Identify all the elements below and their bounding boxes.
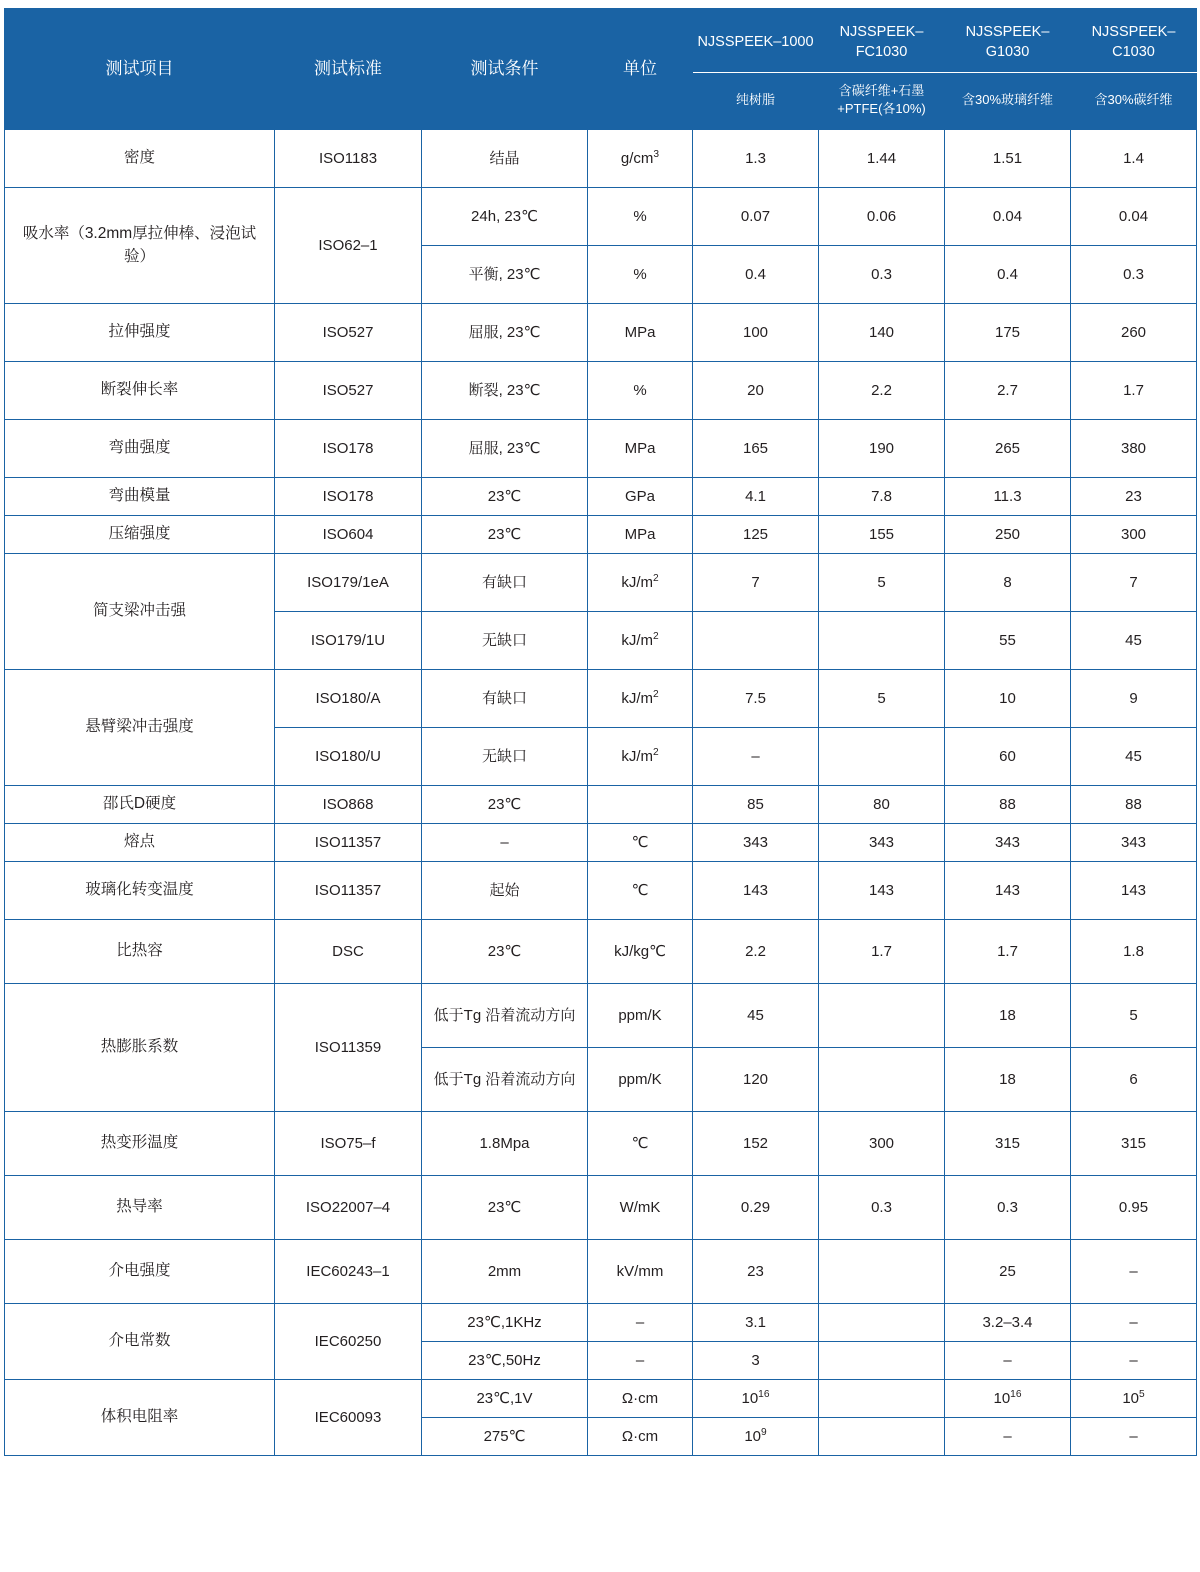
header-grade-2-name: NJSSPEEK–G1030 (945, 9, 1071, 73)
cell-value (819, 1418, 945, 1456)
cell-standard: ISO180/A (275, 670, 422, 728)
table-row (5, 516, 1197, 554)
cell-value: 10 (945, 670, 1071, 728)
cell-value: 20 (693, 362, 819, 420)
cell-standard: ISO75–f (275, 1112, 422, 1176)
cell-value: 88 (1071, 786, 1197, 824)
cell-value: – (693, 728, 819, 786)
table-row (5, 420, 1197, 478)
cell-value: 4.1 (693, 478, 819, 516)
cell-standard: ISO179/1eA (275, 554, 422, 612)
cell-condition: 23℃ (422, 920, 588, 984)
cell-item: 熔点 (5, 824, 275, 862)
cell-condition: 低于Tg 沿着流动方向 (422, 984, 588, 1048)
cell-condition: 1.8Mpa (422, 1112, 588, 1176)
cell-value: 0.06 (819, 188, 945, 246)
cell-unit: Ω·cm (588, 1380, 693, 1418)
cell-standard: ISO527 (275, 304, 422, 362)
cell-value: 3 (693, 1342, 819, 1380)
cell-item: 邵氏D硬度 (5, 786, 275, 824)
cell-value: 45 (1071, 612, 1197, 670)
cell-item: 热膨胀系数 (5, 984, 275, 1112)
cell-standard: ISO11359 (275, 984, 422, 1112)
cell-item: 压缩强度 (5, 516, 275, 554)
cell-value: 100 (693, 304, 819, 362)
cell-value (819, 984, 945, 1048)
table-row (5, 1304, 1197, 1342)
cell-unit: $kJ/m^2$ (588, 612, 693, 670)
cell-value: 260 (1071, 304, 1197, 362)
cell-value: 125 (693, 516, 819, 554)
cell-item: 拉伸强度 (5, 304, 275, 362)
cell-value: 3.1 (693, 1304, 819, 1342)
table-row (5, 862, 1197, 920)
header-grade-0-name: NJSSPEEK–1000 (693, 9, 819, 73)
cell-unit: % (588, 362, 693, 420)
cell-value: 0.95 (1071, 1176, 1197, 1240)
cell-value: 0.4 (945, 246, 1071, 304)
cell-value: $10^{16}$ (693, 1380, 819, 1418)
header-grade-1-name: NJSSPEEK–FC1030 (819, 9, 945, 73)
cell-unit: $kJ/m^2$ (588, 554, 693, 612)
cell-item: 断裂伸长率 (5, 362, 275, 420)
cell-value: 265 (945, 420, 1071, 478)
cell-standard: ISO180/U (275, 728, 422, 786)
cell-value: 6 (1071, 1048, 1197, 1112)
cell-value: 0.4 (693, 246, 819, 304)
cell-item: 密度 (5, 130, 275, 188)
cell-value: 5 (1071, 984, 1197, 1048)
cell-standard: DSC (275, 920, 422, 984)
cell-condition: 屈服, 23℃ (422, 304, 588, 362)
cell-item: 吸水率（3.2mm厚拉伸棒、浸泡试验） (5, 188, 275, 304)
cell-condition: 屈服, 23℃ (422, 420, 588, 478)
cell-value: 155 (819, 516, 945, 554)
cell-value: 343 (693, 824, 819, 862)
table-row (5, 304, 1197, 362)
cell-item: 热变形温度 (5, 1112, 275, 1176)
cell-condition: 23℃ (422, 1176, 588, 1240)
cell-value: – (1071, 1418, 1197, 1456)
cell-value (819, 728, 945, 786)
cell-unit: Ω·cm (588, 1418, 693, 1456)
cell-condition: 23℃,1KHz (422, 1304, 588, 1342)
cell-value: 23 (1071, 478, 1197, 516)
cell-condition: 平衡, 23℃ (422, 246, 588, 304)
cell-value: 1.4 (1071, 130, 1197, 188)
cell-value: 380 (1071, 420, 1197, 478)
cell-condition: 结晶 (422, 130, 588, 188)
cell-unit: kV/mm (588, 1240, 693, 1304)
cell-value: 1.7 (819, 920, 945, 984)
cell-value: 0.3 (819, 1176, 945, 1240)
table-row (5, 130, 1197, 188)
cell-value: 5 (819, 670, 945, 728)
cell-value: – (945, 1342, 1071, 1380)
cell-condition: 24h, 23℃ (422, 188, 588, 246)
cell-unit: ppm/K (588, 984, 693, 1048)
table-row (5, 1380, 1197, 1418)
cell-standard: IEC60250 (275, 1304, 422, 1380)
cell-condition: 23℃ (422, 786, 588, 824)
cell-value: 7.5 (693, 670, 819, 728)
cell-standard: ISO62–1 (275, 188, 422, 304)
cell-item: 介电强度 (5, 1240, 275, 1304)
cell-value (819, 1048, 945, 1112)
cell-value: 165 (693, 420, 819, 478)
cell-value: 0.29 (693, 1176, 819, 1240)
table-row (5, 670, 1197, 728)
cell-value: 45 (693, 984, 819, 1048)
cell-value: 55 (945, 612, 1071, 670)
cell-value: 343 (1071, 824, 1197, 862)
cell-value: 300 (1071, 516, 1197, 554)
cell-value: 1.44 (819, 130, 945, 188)
table-body (5, 130, 1197, 1456)
cell-value: 175 (945, 304, 1071, 362)
cell-unit: W/mK (588, 1176, 693, 1240)
cell-condition: – (422, 824, 588, 862)
cell-condition: 275℃ (422, 1418, 588, 1456)
header-grade-0-desc: 纯树脂 (693, 73, 819, 130)
cell-value (693, 612, 819, 670)
cell-value: 23 (693, 1240, 819, 1304)
cell-condition: 23℃ (422, 516, 588, 554)
cell-item: 玻璃化转变温度 (5, 862, 275, 920)
cell-condition: 23℃ (422, 478, 588, 516)
cell-standard: ISO11357 (275, 824, 422, 862)
cell-item: 弯曲强度 (5, 420, 275, 478)
cell-item: 悬臂梁冲击强度 (5, 670, 275, 786)
table-row (5, 478, 1197, 516)
cell-condition: 断裂, 23℃ (422, 362, 588, 420)
cell-value: $10^9$ (693, 1418, 819, 1456)
cell-value: 0.07 (693, 188, 819, 246)
cell-value: 7 (693, 554, 819, 612)
table-row (5, 984, 1197, 1048)
cell-unit: % (588, 188, 693, 246)
cell-standard: ISO11357 (275, 862, 422, 920)
cell-condition: 有缺口 (422, 670, 588, 728)
cell-value: 343 (819, 824, 945, 862)
cell-item: 简支梁冲击强 (5, 554, 275, 670)
cell-value: 2.2 (693, 920, 819, 984)
cell-unit: ℃ (588, 862, 693, 920)
cell-value: 315 (1071, 1112, 1197, 1176)
material-properties-table (4, 8, 1197, 1456)
table-row (5, 824, 1197, 862)
cell-value: 300 (819, 1112, 945, 1176)
cell-value: 85 (693, 786, 819, 824)
cell-standard: ISO22007–4 (275, 1176, 422, 1240)
header-grade-1-desc: 含碳纤维+石墨+PTFE(各10%) (819, 73, 945, 130)
cell-value: 25 (945, 1240, 1071, 1304)
cell-value: 152 (693, 1112, 819, 1176)
cell-value: 120 (693, 1048, 819, 1112)
header-grade-3-desc: 含30%碳纤维 (1071, 73, 1197, 130)
cell-standard: ISO178 (275, 478, 422, 516)
cell-value: 18 (945, 984, 1071, 1048)
cell-condition: 低于Tg 沿着流动方向 (422, 1048, 588, 1112)
cell-unit: – (588, 1342, 693, 1380)
header-standard: 测试标准 (275, 9, 422, 130)
cell-condition: 无缺口 (422, 612, 588, 670)
cell-value: 7.8 (819, 478, 945, 516)
header-item: 测试项目 (5, 9, 275, 130)
cell-value: 88 (945, 786, 1071, 824)
cell-value: 190 (819, 420, 945, 478)
cell-unit: ppm/K (588, 1048, 693, 1112)
cell-unit: ℃ (588, 1112, 693, 1176)
table-row (5, 920, 1197, 984)
cell-condition: 23℃,50Hz (422, 1342, 588, 1380)
cell-value (819, 612, 945, 670)
table-header (5, 9, 1197, 130)
cell-standard: IEC60243–1 (275, 1240, 422, 1304)
cell-value: 0.3 (819, 246, 945, 304)
table-row (5, 786, 1197, 824)
cell-value: 0.04 (1071, 188, 1197, 246)
cell-value: 7 (1071, 554, 1197, 612)
cell-value: 250 (945, 516, 1071, 554)
cell-value: 45 (1071, 728, 1197, 786)
cell-value: 5 (819, 554, 945, 612)
header-grade-2-desc: 含30%玻璃纤维 (945, 73, 1071, 130)
cell-value (819, 1380, 945, 1418)
cell-unit: % (588, 246, 693, 304)
cell-standard: ISO178 (275, 420, 422, 478)
cell-value: 0.3 (1071, 246, 1197, 304)
cell-value: 1.3 (693, 130, 819, 188)
cell-value: 343 (945, 824, 1071, 862)
header-condition: 测试条件 (422, 9, 588, 130)
cell-item: 热导率 (5, 1176, 275, 1240)
cell-value: 143 (945, 862, 1071, 920)
cell-value: 2.7 (945, 362, 1071, 420)
cell-standard: ISO527 (275, 362, 422, 420)
cell-unit: ℃ (588, 824, 693, 862)
cell-value: – (945, 1418, 1071, 1456)
cell-item: 体积电阻率 (5, 1380, 275, 1456)
cell-value: – (1071, 1240, 1197, 1304)
cell-value: 143 (1071, 862, 1197, 920)
cell-item: 介电常数 (5, 1304, 275, 1380)
table-row (5, 554, 1197, 612)
cell-value: 8 (945, 554, 1071, 612)
cell-unit (588, 786, 693, 824)
cell-value: $10^{16}$ (945, 1380, 1071, 1418)
table-row (5, 188, 1197, 246)
cell-condition: 23℃,1V (422, 1380, 588, 1418)
cell-value: 2.2 (819, 362, 945, 420)
header-grade-3-name: NJSSPEEK–C1030 (1071, 9, 1197, 73)
cell-condition: 有缺口 (422, 554, 588, 612)
cell-unit: – (588, 1304, 693, 1342)
cell-value: 1.7 (1071, 362, 1197, 420)
cell-value: 0.04 (945, 188, 1071, 246)
cell-value (819, 1304, 945, 1342)
table-row (5, 1240, 1197, 1304)
cell-value: 143 (693, 862, 819, 920)
cell-standard: IEC60093 (275, 1380, 422, 1456)
cell-value: 140 (819, 304, 945, 362)
cell-value: 1.51 (945, 130, 1071, 188)
cell-item: 弯曲模量 (5, 478, 275, 516)
cell-value: 60 (945, 728, 1071, 786)
cell-value (819, 1240, 945, 1304)
header-unit: 单位 (588, 9, 693, 130)
cell-standard: ISO1183 (275, 130, 422, 188)
cell-value: – (1071, 1304, 1197, 1342)
cell-value: 3.2–3.4 (945, 1304, 1071, 1342)
cell-unit: $kJ/m^2$ (588, 728, 693, 786)
cell-item: 比热容 (5, 920, 275, 984)
cell-value: 0.3 (945, 1176, 1071, 1240)
cell-value: 1.7 (945, 920, 1071, 984)
cell-standard: ISO179/1U (275, 612, 422, 670)
cell-unit: $kJ/m^2$ (588, 670, 693, 728)
cell-condition: 无缺口 (422, 728, 588, 786)
cell-value: – (1071, 1342, 1197, 1380)
cell-unit: MPa (588, 420, 693, 478)
cell-value: $10^5$ (1071, 1380, 1197, 1418)
table-row (5, 1176, 1197, 1240)
cell-unit: kJ/kg℃ (588, 920, 693, 984)
cell-value: 143 (819, 862, 945, 920)
cell-condition: 起始 (422, 862, 588, 920)
cell-value: 315 (945, 1112, 1071, 1176)
table-row (5, 362, 1197, 420)
cell-unit: MPa (588, 516, 693, 554)
cell-value (819, 1342, 945, 1380)
table-row (5, 1112, 1197, 1176)
cell-unit: MPa (588, 304, 693, 362)
cell-value: 80 (819, 786, 945, 824)
cell-value: 1.8 (1071, 920, 1197, 984)
cell-standard: ISO868 (275, 786, 422, 824)
cell-value: 9 (1071, 670, 1197, 728)
cell-unit: GPa (588, 478, 693, 516)
cell-value: 11.3 (945, 478, 1071, 516)
cell-condition: 2mm (422, 1240, 588, 1304)
cell-unit: $g/cm^3$ (588, 130, 693, 188)
cell-standard: ISO604 (275, 516, 422, 554)
cell-value: 18 (945, 1048, 1071, 1112)
